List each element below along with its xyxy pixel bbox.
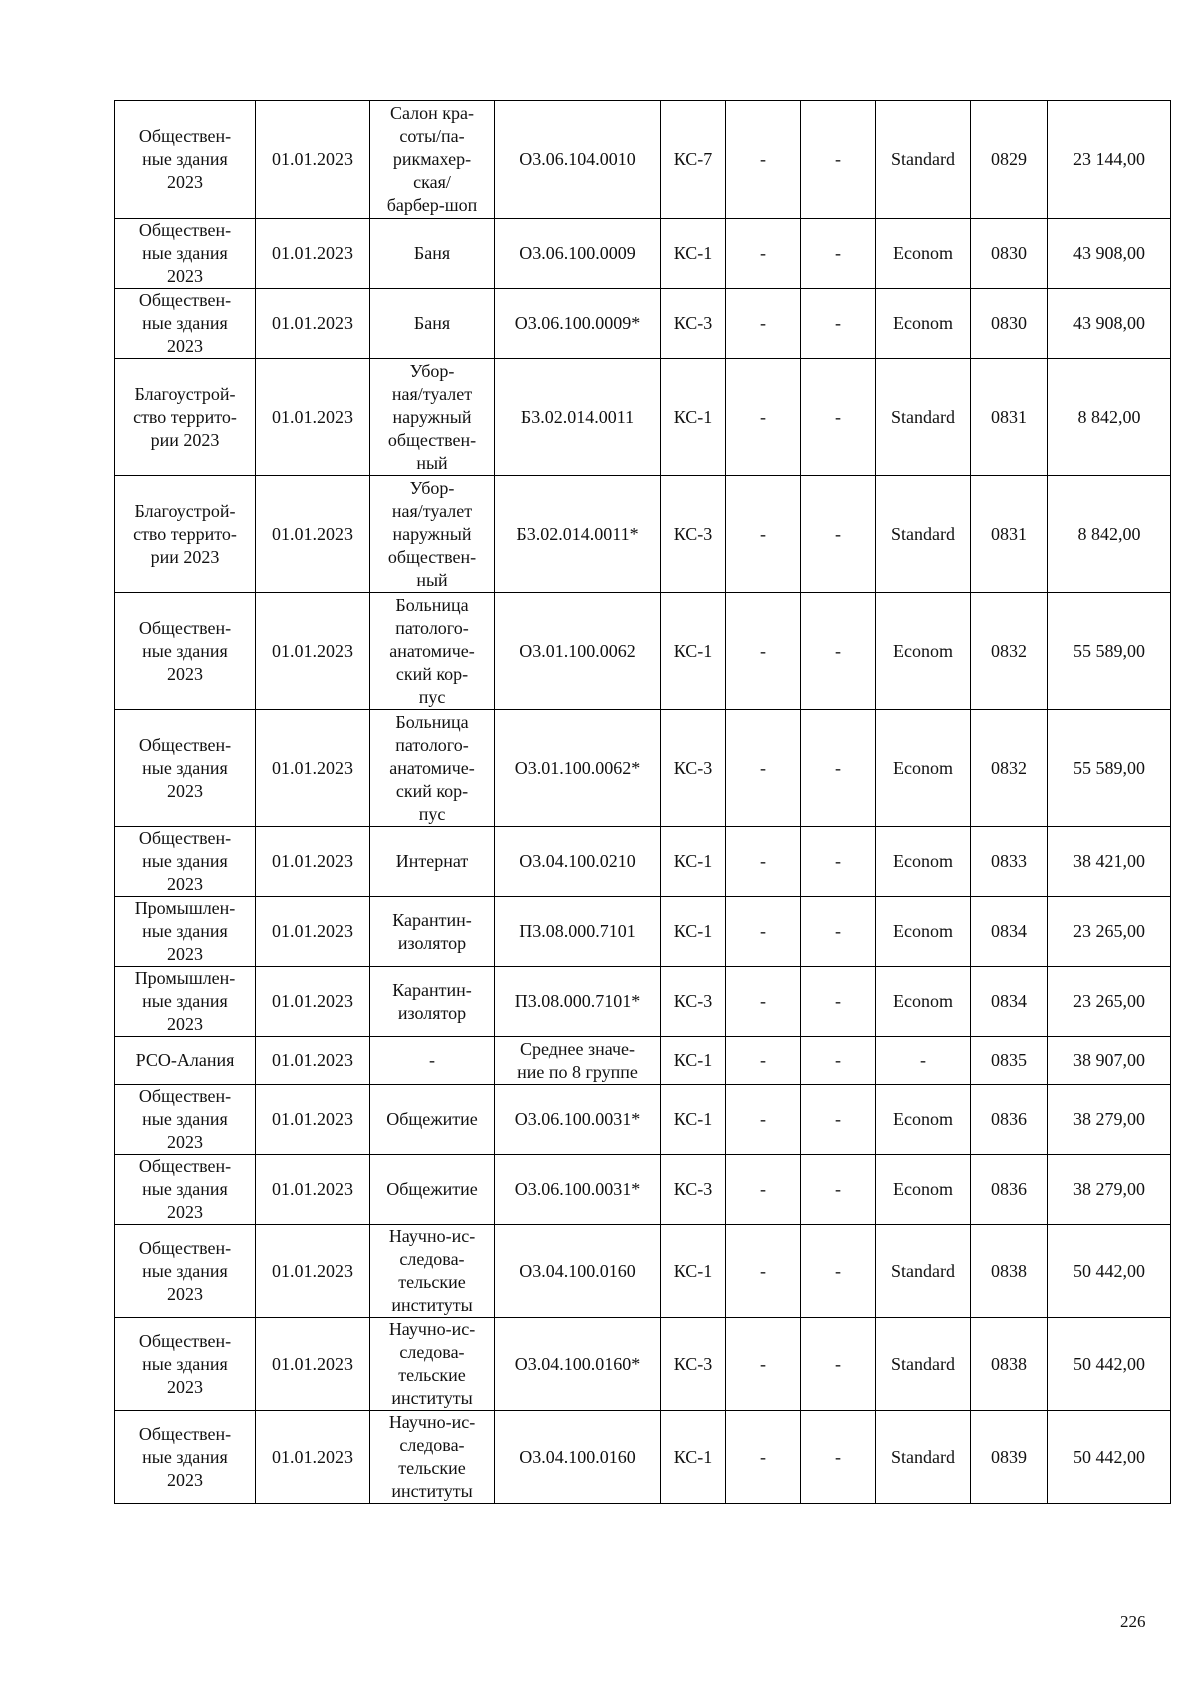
category-cell: РСО-Алания bbox=[115, 1037, 256, 1085]
object-type-cell: Больница патолого- анатомиче- ский кор- пус bbox=[370, 593, 495, 710]
number-cell: 0836 bbox=[971, 1085, 1048, 1155]
empty-cell-6: - bbox=[726, 1037, 801, 1085]
date-cell: 01.01.2023 bbox=[256, 1037, 370, 1085]
empty-cell-6: - bbox=[726, 967, 801, 1037]
date-cell: 01.01.2023 bbox=[256, 1085, 370, 1155]
ks-cell: КС-3 bbox=[661, 1318, 726, 1411]
code-cell: Среднее значе- ние по 8 группе bbox=[495, 1037, 661, 1085]
table-row bbox=[115, 1318, 1171, 1411]
ks-cell: КС-1 bbox=[661, 593, 726, 710]
number-cell: 0829 bbox=[971, 101, 1048, 219]
object-type-cell: Общежитие bbox=[370, 1085, 495, 1155]
class-cell: Econom bbox=[876, 897, 971, 967]
class-cell: Standard bbox=[876, 1225, 971, 1318]
code-cell: Б3.02.014.0011 bbox=[495, 359, 661, 476]
empty-cell-6: - bbox=[726, 476, 801, 593]
price-cell: 50 442,00 bbox=[1048, 1411, 1171, 1504]
date-cell: 01.01.2023 bbox=[256, 101, 370, 219]
class-cell: Standard bbox=[876, 1318, 971, 1411]
number-cell: 0832 bbox=[971, 593, 1048, 710]
empty-cell-6: - bbox=[726, 359, 801, 476]
price-cell: 38 279,00 bbox=[1048, 1155, 1171, 1225]
empty-cell-6: - bbox=[726, 1411, 801, 1504]
table-row bbox=[115, 897, 1171, 967]
table-row bbox=[115, 476, 1171, 593]
empty-cell-7: - bbox=[801, 1155, 876, 1225]
object-type-cell: Убор- ная/туалет наружный обществен- ный bbox=[370, 476, 495, 593]
number-cell: 0830 bbox=[971, 219, 1048, 289]
date-cell: 01.01.2023 bbox=[256, 1155, 370, 1225]
empty-cell-7: - bbox=[801, 359, 876, 476]
ks-cell: КС-1 bbox=[661, 827, 726, 897]
class-cell: Standard bbox=[876, 359, 971, 476]
table-body bbox=[115, 101, 1171, 1504]
code-cell: О3.01.100.0062* bbox=[495, 710, 661, 827]
date-cell: 01.01.2023 bbox=[256, 710, 370, 827]
ks-cell: КС-1 bbox=[661, 1411, 726, 1504]
table-row bbox=[115, 593, 1171, 710]
table-row bbox=[115, 289, 1171, 359]
class-cell: Standard bbox=[876, 101, 971, 219]
category-cell: Обществен- ные здания 2023 bbox=[115, 827, 256, 897]
category-cell: Благоустрой- ство террито- рии 2023 bbox=[115, 359, 256, 476]
empty-cell-7: - bbox=[801, 101, 876, 219]
class-cell: Econom bbox=[876, 593, 971, 710]
ks-cell: КС-1 bbox=[661, 219, 726, 289]
class-cell: Econom bbox=[876, 1085, 971, 1155]
number-cell: 0833 bbox=[971, 827, 1048, 897]
empty-cell-6: - bbox=[726, 593, 801, 710]
price-cell: 50 442,00 bbox=[1048, 1225, 1171, 1318]
category-cell: Обществен- ные здания 2023 bbox=[115, 289, 256, 359]
price-cell: 55 589,00 bbox=[1048, 593, 1171, 710]
object-type-cell: Баня bbox=[370, 289, 495, 359]
number-cell: 0834 bbox=[971, 967, 1048, 1037]
date-cell: 01.01.2023 bbox=[256, 897, 370, 967]
date-cell: 01.01.2023 bbox=[256, 1411, 370, 1504]
object-type-cell: Салон кра- соты/па- рикмахер- ская/ барбер-шоп bbox=[370, 101, 495, 219]
object-type-cell: Баня bbox=[370, 219, 495, 289]
class-cell: Econom bbox=[876, 827, 971, 897]
empty-cell-6: - bbox=[726, 710, 801, 827]
price-cell: 43 908,00 bbox=[1048, 219, 1171, 289]
ks-cell: КС-3 bbox=[661, 967, 726, 1037]
category-cell: Промышлен- ные здания 2023 bbox=[115, 967, 256, 1037]
object-type-cell: Больница патолого- анатомиче- ский кор- пус bbox=[370, 710, 495, 827]
code-cell: О3.01.100.0062 bbox=[495, 593, 661, 710]
table-row bbox=[115, 967, 1171, 1037]
empty-cell-6: - bbox=[726, 1318, 801, 1411]
category-cell: Обществен- ные здания 2023 bbox=[115, 219, 256, 289]
number-cell: 0831 bbox=[971, 476, 1048, 593]
category-cell: Обществен- ные здания 2023 bbox=[115, 1411, 256, 1504]
price-cell: 23 144,00 bbox=[1048, 101, 1171, 219]
class-cell: Econom bbox=[876, 289, 971, 359]
code-cell: О3.06.100.0009* bbox=[495, 289, 661, 359]
ks-cell: КС-3 bbox=[661, 1155, 726, 1225]
ks-cell: КС-1 bbox=[661, 1225, 726, 1318]
empty-cell-7: - bbox=[801, 476, 876, 593]
number-cell: 0839 bbox=[971, 1411, 1048, 1504]
number-cell: 0835 bbox=[971, 1037, 1048, 1085]
empty-cell-7: - bbox=[801, 1037, 876, 1085]
class-cell: - bbox=[876, 1037, 971, 1085]
number-cell: 0832 bbox=[971, 710, 1048, 827]
empty-cell-6: - bbox=[726, 827, 801, 897]
date-cell: 01.01.2023 bbox=[256, 1225, 370, 1318]
ks-cell: КС-1 bbox=[661, 1037, 726, 1085]
object-type-cell: Интернат bbox=[370, 827, 495, 897]
date-cell: 01.01.2023 bbox=[256, 967, 370, 1037]
document-table bbox=[114, 100, 1171, 1504]
date-cell: 01.01.2023 bbox=[256, 1318, 370, 1411]
empty-cell-6: - bbox=[726, 101, 801, 219]
price-cell: 38 421,00 bbox=[1048, 827, 1171, 897]
table-row bbox=[115, 1225, 1171, 1318]
price-cell: 55 589,00 bbox=[1048, 710, 1171, 827]
empty-cell-7: - bbox=[801, 1411, 876, 1504]
price-cell: 8 842,00 bbox=[1048, 476, 1171, 593]
number-cell: 0831 bbox=[971, 359, 1048, 476]
category-cell: Обществен- ные здания 2023 bbox=[115, 1225, 256, 1318]
category-cell: Обществен- ные здания 2023 bbox=[115, 710, 256, 827]
category-cell: Промышлен- ные здания 2023 bbox=[115, 897, 256, 967]
ks-cell: КС-3 bbox=[661, 289, 726, 359]
price-cell: 23 265,00 bbox=[1048, 897, 1171, 967]
table-row bbox=[115, 1155, 1171, 1225]
date-cell: 01.01.2023 bbox=[256, 359, 370, 476]
class-cell: Econom bbox=[876, 710, 971, 827]
code-cell: О3.04.100.0160* bbox=[495, 1318, 661, 1411]
empty-cell-6: - bbox=[726, 1155, 801, 1225]
category-cell: Обществен- ные здания 2023 bbox=[115, 1085, 256, 1155]
empty-cell-6: - bbox=[726, 1085, 801, 1155]
table-row bbox=[115, 710, 1171, 827]
date-cell: 01.01.2023 bbox=[256, 593, 370, 710]
number-cell: 0830 bbox=[971, 289, 1048, 359]
code-cell: О3.06.100.0031* bbox=[495, 1085, 661, 1155]
category-cell: Благоустрой- ство террито- рии 2023 bbox=[115, 476, 256, 593]
empty-cell-7: - bbox=[801, 827, 876, 897]
ks-cell: КС-3 bbox=[661, 476, 726, 593]
ks-cell: КС-3 bbox=[661, 710, 726, 827]
price-cell: 23 265,00 bbox=[1048, 967, 1171, 1037]
code-cell: О3.04.100.0160 bbox=[495, 1411, 661, 1504]
number-cell: 0836 bbox=[971, 1155, 1048, 1225]
ks-cell: КС-1 bbox=[661, 359, 726, 476]
table-row bbox=[115, 101, 1171, 219]
price-cell: 8 842,00 bbox=[1048, 359, 1171, 476]
empty-cell-7: - bbox=[801, 219, 876, 289]
table-row bbox=[115, 219, 1171, 289]
date-cell: 01.01.2023 bbox=[256, 827, 370, 897]
object-type-cell: Карантин- изолятор bbox=[370, 967, 495, 1037]
object-type-cell: Убор- ная/туалет наружный обществен- ный bbox=[370, 359, 495, 476]
empty-cell-6: - bbox=[726, 289, 801, 359]
object-type-cell: Общежитие bbox=[370, 1155, 495, 1225]
empty-cell-7: - bbox=[801, 289, 876, 359]
date-cell: 01.01.2023 bbox=[256, 219, 370, 289]
object-type-cell: Карантин- изолятор bbox=[370, 897, 495, 967]
empty-cell-7: - bbox=[801, 967, 876, 1037]
table-row bbox=[115, 359, 1171, 476]
table-row bbox=[115, 1411, 1171, 1504]
class-cell: Econom bbox=[876, 219, 971, 289]
category-cell: Обществен- ные здания 2023 bbox=[115, 1155, 256, 1225]
category-cell: Обществен- ные здания 2023 bbox=[115, 593, 256, 710]
code-cell: О3.06.100.0009 bbox=[495, 219, 661, 289]
number-cell: 0834 bbox=[971, 897, 1048, 967]
object-type-cell: Научно-ис- следова- тельские институты bbox=[370, 1225, 495, 1318]
code-cell: О3.04.100.0160 bbox=[495, 1225, 661, 1318]
empty-cell-7: - bbox=[801, 897, 876, 967]
empty-cell-7: - bbox=[801, 593, 876, 710]
price-cell: 38 279,00 bbox=[1048, 1085, 1171, 1155]
table-row bbox=[115, 827, 1171, 897]
code-cell: П3.08.000.7101* bbox=[495, 967, 661, 1037]
ks-cell: КС-7 bbox=[661, 101, 726, 219]
page-number: 226 bbox=[1120, 1612, 1146, 1631]
ks-cell: КС-1 bbox=[661, 897, 726, 967]
table-row bbox=[115, 1037, 1171, 1085]
ks-cell: КС-1 bbox=[661, 1085, 726, 1155]
price-cell: 50 442,00 bbox=[1048, 1318, 1171, 1411]
class-cell: Standard bbox=[876, 476, 971, 593]
object-type-cell: - bbox=[370, 1037, 495, 1085]
code-cell: Б3.02.014.0011* bbox=[495, 476, 661, 593]
object-type-cell: Научно-ис- следова- тельские институты bbox=[370, 1411, 495, 1504]
date-cell: 01.01.2023 bbox=[256, 476, 370, 593]
class-cell: Standard bbox=[876, 1411, 971, 1504]
price-cell: 43 908,00 bbox=[1048, 289, 1171, 359]
table-row bbox=[115, 1085, 1171, 1155]
class-cell: Econom bbox=[876, 1155, 971, 1225]
empty-cell-7: - bbox=[801, 1318, 876, 1411]
number-cell: 0838 bbox=[971, 1225, 1048, 1318]
code-cell: О3.06.104.0010 bbox=[495, 101, 661, 219]
empty-cell-7: - bbox=[801, 710, 876, 827]
code-cell: О3.04.100.0210 bbox=[495, 827, 661, 897]
number-cell: 0838 bbox=[971, 1318, 1048, 1411]
empty-cell-6: - bbox=[726, 219, 801, 289]
empty-cell-6: - bbox=[726, 897, 801, 967]
object-type-cell: Научно-ис- следова- тельские институты bbox=[370, 1318, 495, 1411]
code-cell: П3.08.000.7101 bbox=[495, 897, 661, 967]
category-cell: Обществен- ные здания 2023 bbox=[115, 1318, 256, 1411]
empty-cell-6: - bbox=[726, 1225, 801, 1318]
class-cell: Econom bbox=[876, 967, 971, 1037]
category-cell: Обществен- ные здания 2023 bbox=[115, 101, 256, 219]
code-cell: О3.06.100.0031* bbox=[495, 1155, 661, 1225]
date-cell: 01.01.2023 bbox=[256, 289, 370, 359]
empty-cell-7: - bbox=[801, 1225, 876, 1318]
price-cell: 38 907,00 bbox=[1048, 1037, 1171, 1085]
empty-cell-7: - bbox=[801, 1085, 876, 1155]
